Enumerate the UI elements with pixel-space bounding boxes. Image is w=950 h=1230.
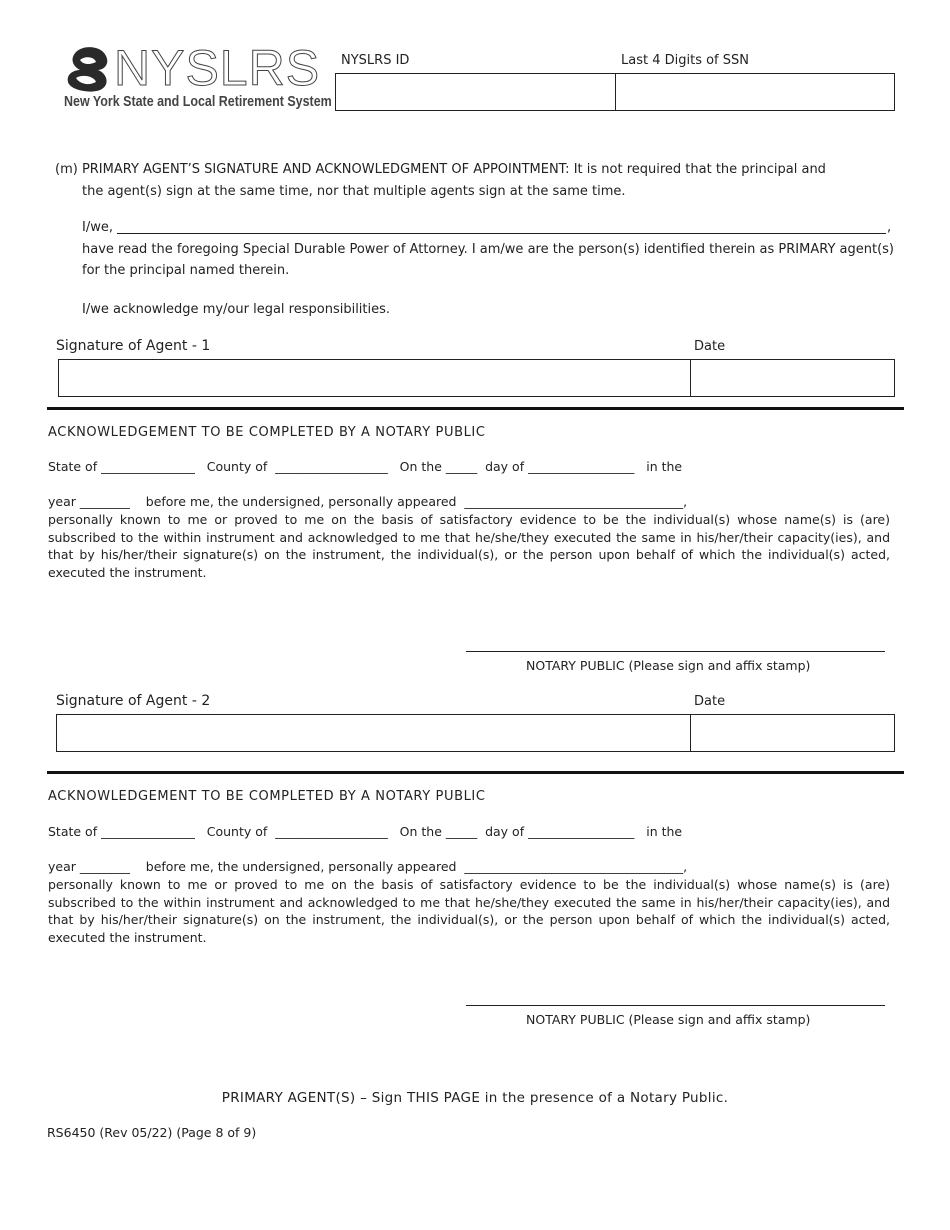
acknowledge-statement: I/we acknowledge my/our legal responsibilities. bbox=[82, 302, 391, 317]
nyslrs-logo bbox=[62, 40, 332, 118]
notary-2-title: ACKNOWLEDGEMENT TO BE COMPLETED BY A NOTARY PUBLIC bbox=[48, 789, 486, 804]
agent-2-date-label: Date bbox=[694, 694, 726, 709]
section-m-subline: the agent(s) sign at the same time, nor that multiple agents sign at the same time. bbox=[82, 184, 626, 199]
footer-instruction: PRIMARY AGENT(S) – Sign THIS PAGE in the presence of a Notary Public. bbox=[221, 1090, 729, 1106]
nyslrs-id-label: NYSLRS ID bbox=[341, 53, 410, 68]
read-statement-2: for the principal named therein. bbox=[82, 263, 290, 278]
iwe-label: I/we, bbox=[82, 220, 113, 235]
agent-1-date-label: Date bbox=[694, 339, 726, 354]
agent-1-signature-label: Signature of Agent - 1 bbox=[56, 338, 211, 354]
notary-1-signature-line[interactable] bbox=[466, 651, 885, 652]
agent-2-signature-field[interactable] bbox=[56, 714, 691, 752]
agent-2-signature-label: Signature of Agent - 2 bbox=[56, 693, 211, 709]
form-id: RS6450 (Rev 05/22) (Page 8 of 9) bbox=[47, 1125, 257, 1140]
agent-2-date-field[interactable] bbox=[690, 714, 895, 752]
notary-1-line-1[interactable]: State of _______________ County of __________________ On the _____ day of _________________ in the bbox=[48, 459, 683, 474]
notary-2-caption: NOTARY PUBLIC (Please sign and affix stamp) bbox=[526, 1012, 811, 1027]
notary-2-signature-line[interactable] bbox=[466, 1005, 885, 1006]
read-statement-1: have read the foregoing Special Durable Power of Attorney. I am/we are the person(s) identified therein as PRIMARY agent(s) bbox=[82, 242, 894, 257]
logo-wordmark: NYSLRS bbox=[114, 40, 321, 96]
logo-subtitle: New York State and Local Retirement System bbox=[64, 94, 332, 110]
ssn-label: Last 4 Digits of SSN bbox=[621, 53, 749, 68]
agent-1-date-field[interactable] bbox=[690, 359, 895, 397]
agent-1-signature-field[interactable] bbox=[58, 359, 691, 397]
ssn-field[interactable] bbox=[615, 73, 895, 111]
section-divider bbox=[47, 771, 904, 774]
agent-names-line[interactable] bbox=[117, 233, 886, 234]
section-divider bbox=[47, 407, 904, 410]
notary-1-caption: NOTARY PUBLIC (Please sign and affix stamp) bbox=[526, 658, 811, 673]
iwe-comma: , bbox=[887, 220, 892, 235]
nyslrs-id-field[interactable] bbox=[335, 73, 616, 111]
notary-2-line-1[interactable]: State of _______________ County of __________________ On the _____ day of _________________ in the bbox=[48, 824, 683, 839]
notary-1-line-2[interactable]: year ________ before me, the undersigned, personally appeared ___________________________________, bbox=[48, 494, 688, 509]
notary-2-line-2[interactable]: year ________ before me, the undersigned, personally appeared ___________________________________, bbox=[48, 859, 688, 874]
notary-1-body: personally known to me or proved to me on the basis of satisfactory evidence to be the individual(s) whose name(s) is (are) subscribed to the within instrument and acknowledged to me that he/she/they executed the same in his/her/their capacity(ies), and that by his/her/their signature(s) on the instrument, the individual(s), or the person upon behalf of which the individual(s) acted, executed the instrument. bbox=[48, 512, 890, 580]
notary-1-title: ACKNOWLEDGEMENT TO BE COMPLETED BY A NOTARY PUBLIC bbox=[48, 425, 486, 440]
nyslrs-emblem-icon bbox=[62, 46, 122, 92]
section-m-heading: (m) PRIMARY AGENT’S SIGNATURE AND ACKNOWLEDGMENT OF APPOINTMENT: It is not required that the principal and bbox=[55, 162, 826, 177]
notary-2-body: personally known to me or proved to me on the basis of satisfactory evidence to be the individual(s) whose name(s) is (are) subscribed to the within instrument and acknowledged to me that he/she/they executed the same in his/her/their capacity(ies), and that by his/her/their signature(s) on the instrument, the individual(s), or the person upon behalf of which the individual(s) acted, executed the instrument. bbox=[48, 877, 890, 945]
